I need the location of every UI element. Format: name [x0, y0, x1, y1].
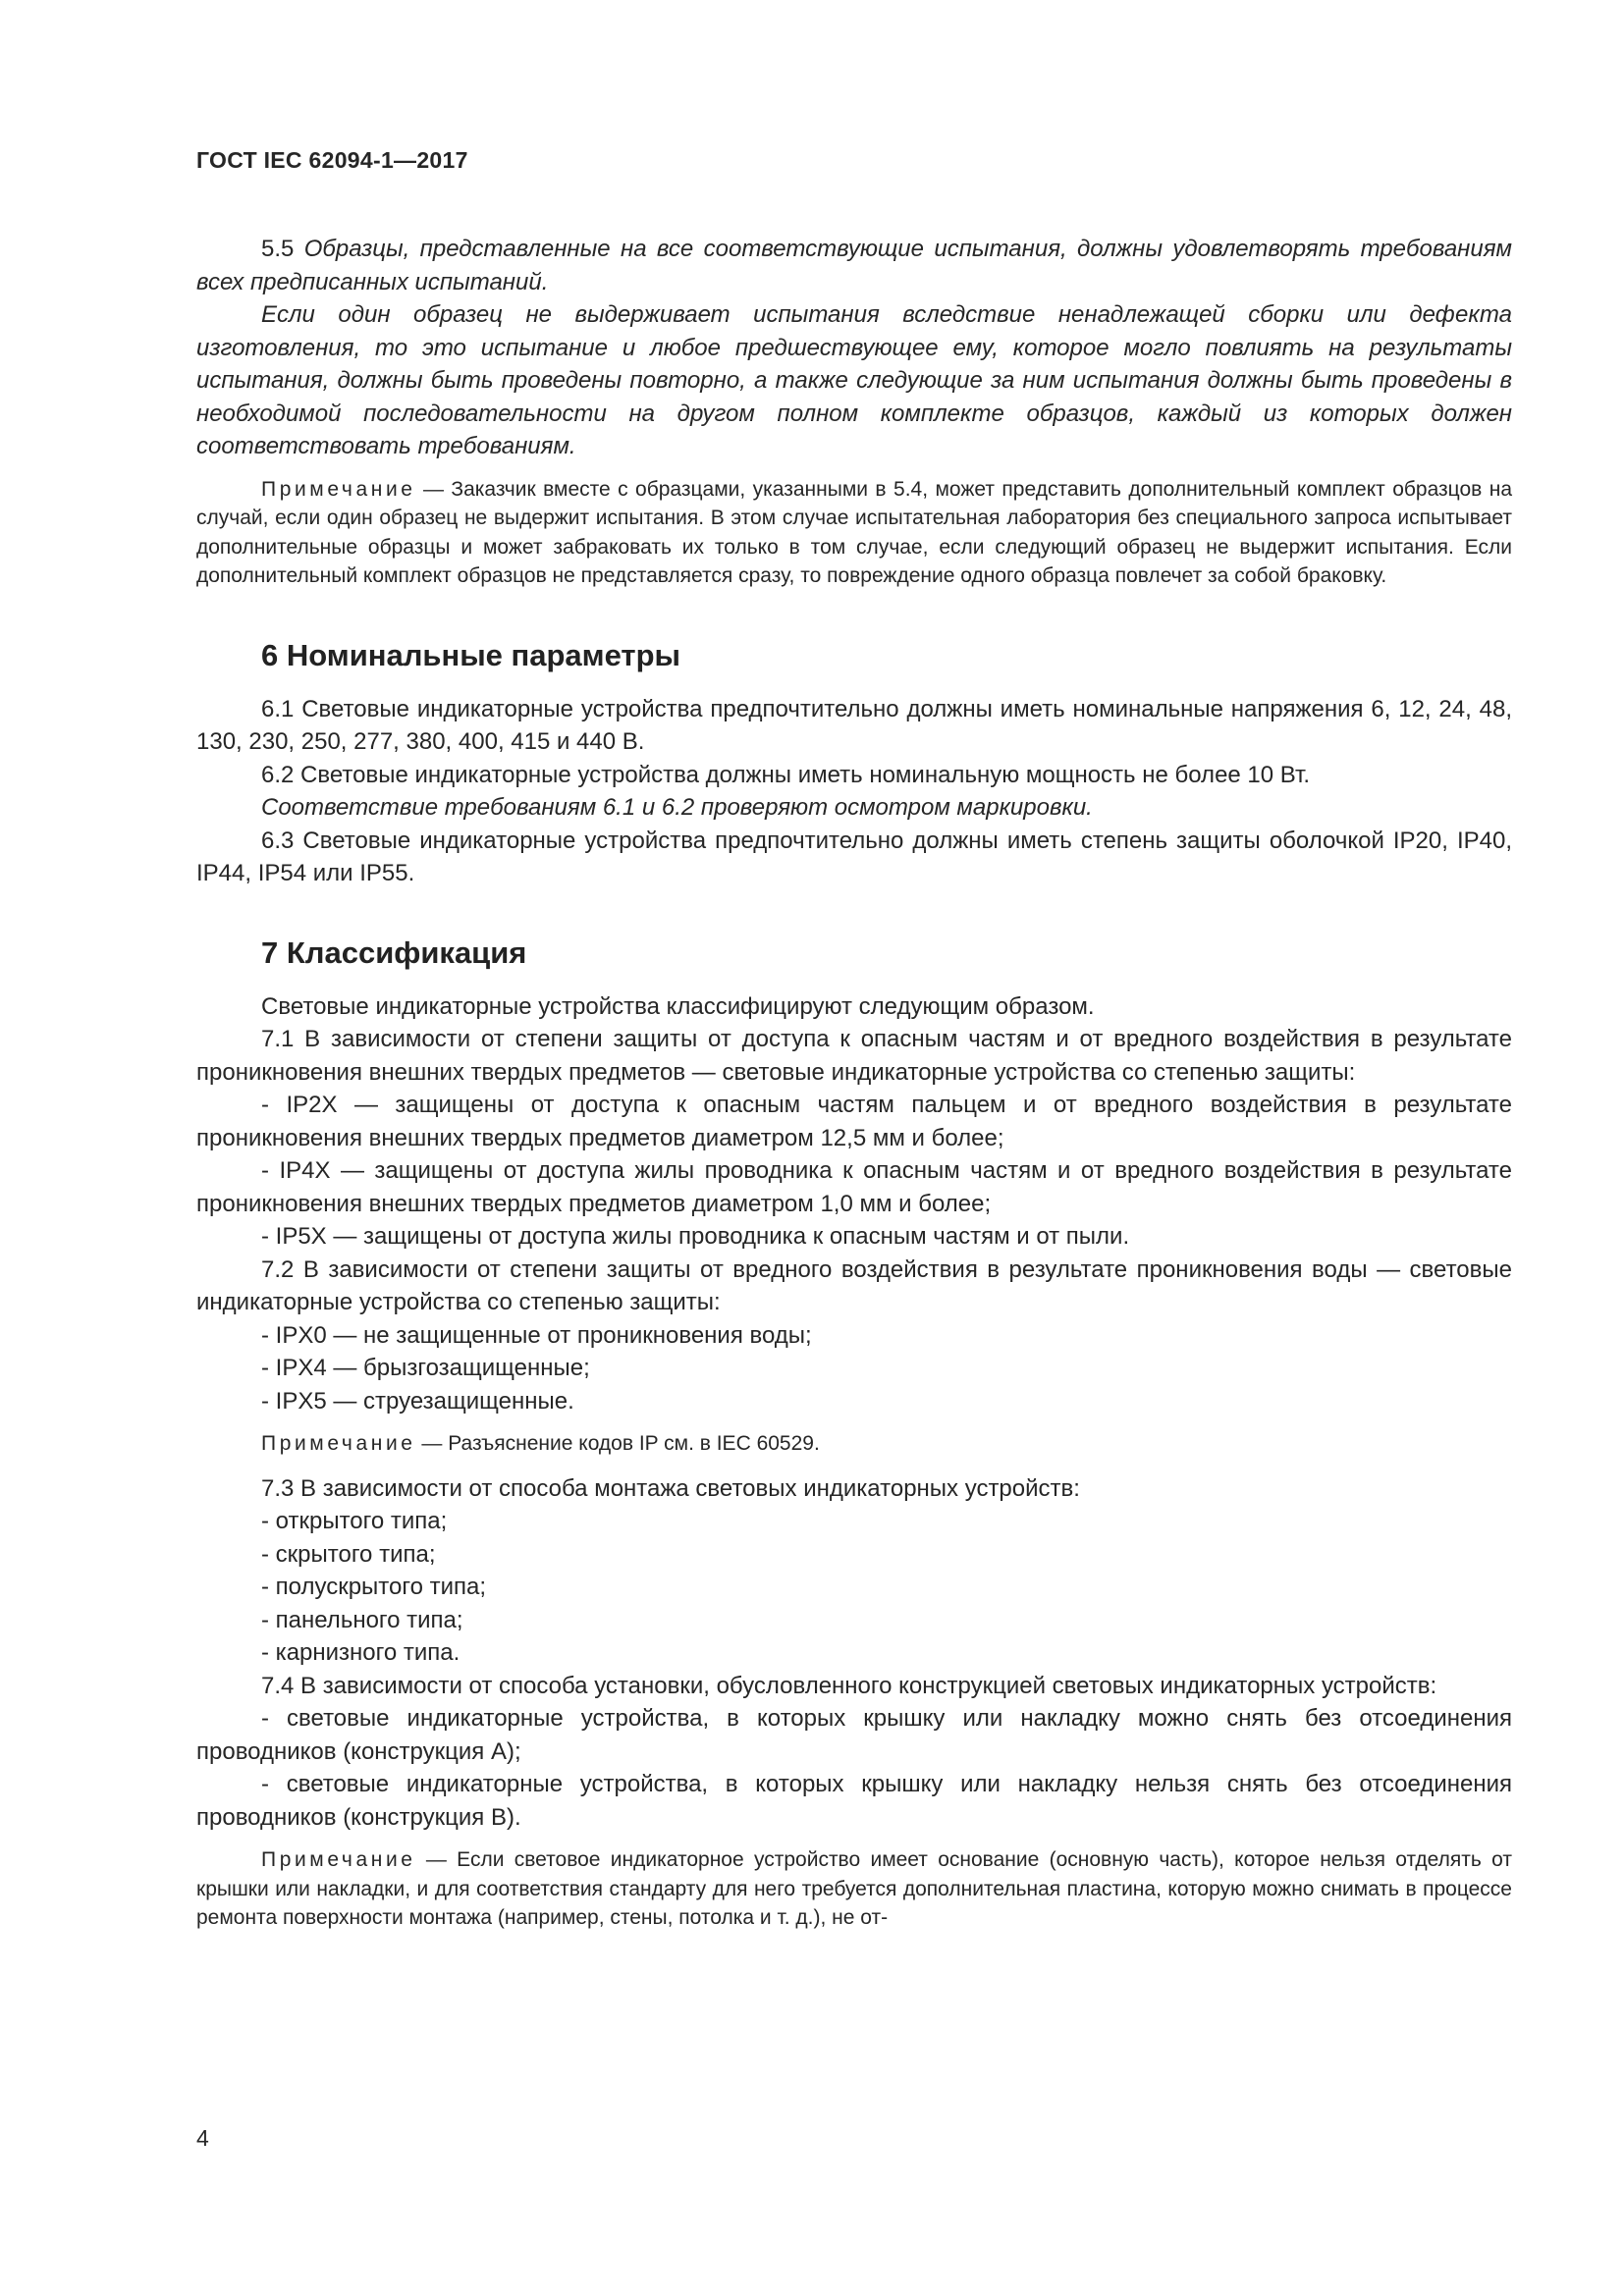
page-number: 4: [196, 2125, 209, 2151]
document-header: ГОСТ IEC 62094-1—2017: [196, 147, 468, 173]
document-page: [196, 147, 1512, 1943]
paragraph-6-2-compliance: Соответствие требованиям 6.1 и 6.2 проверяют осмотром маркировки.: [261, 794, 1093, 821]
list-item: - открытого типа;: [261, 1508, 448, 1534]
paragraph-6-3: 6.3 Световые индикаторные устройства предпочтительно должны иметь степень защиты оболочкой IP20, IP40, IP44, IP54 или IP55.: [196, 827, 1512, 886]
list-item: - IP2X — защищены от доступа к опасным частям пальцем и от вредного воздействия в результате проникновения внешних твердых предметов диаметром 12,5 мм и более;: [196, 1092, 1512, 1151]
paragraph-7-1: 7.1 В зависимости от степени защиты от доступа к опасным частям и от вредного воздействия в результате проникновения внешних твердых предметов — световые индикаторные устройства со степенью защиты:: [196, 1026, 1512, 1086]
list-item: - полускрытого типа;: [261, 1574, 487, 1600]
note-label: Примечание: [261, 477, 416, 501]
list-item: - панельного типа;: [261, 1606, 463, 1633]
note-text: — Если световое индикаторное устройство имеет основание (основную часть), которое нельзя отделять от крышки или накладки, и для соответствия стандарту для него требуется дополнительная пластина, которую можно снимать в процессе ремонта поверхности монтажа (например, стены, потолка и т. д.), не от-: [196, 1848, 1512, 1929]
clause-number: 5.5: [261, 236, 304, 262]
list-item: - IPX4 — брызгозащищенные;: [261, 1355, 590, 1381]
note-1: [196, 475, 1512, 591]
section-7-intro: Световые индикаторные устройства классифицируют следующим образом.: [261, 992, 1095, 1020]
list-item: - IPX0 — не защищенные от проникновения воды;: [261, 1321, 812, 1349]
clause-text: Образцы, представленные на все соответствующие испытания, должны удовлетворять требованиям всех предписанных испытаний.: [196, 236, 1513, 295]
note-text: — Разъяснение кодов IP см. в IEC 60529.: [415, 1432, 820, 1455]
list-item: - карнизного типа.: [261, 1639, 460, 1666]
list-item: - скрытого типа;: [261, 1540, 436, 1568]
paragraph-5-5-continued: Если один образец не выдерживает испытания вследствие ненадлежащей сборки или дефекта изготовления, то это испытание и любое предшествующее ему, которое могло повлиять на результаты испытания, должны быть проведены повторно, а также следующие за ним испытания должны быть проведены в необходимой последовательности на другом полном комплекте образцов, каждый из которых должен соответствовать требованиям.: [196, 301, 1512, 459]
section-7-title: 7 Классификация: [261, 934, 527, 970]
section-6-title: 6 Номинальные параметры: [261, 637, 681, 672]
paragraph-7-4: 7.4 В зависимости от способа установки, обусловленного конструкцией световых индикаторных устройств:: [261, 1672, 1437, 1699]
note-3: [196, 1845, 1512, 1933]
paragraph-6-2: 6.2 Световые индикаторные устройства должны иметь номинальную мощность не более 10 Вт.: [261, 761, 1310, 788]
paragraph-7-3: 7.3 В зависимости от способа монтажа световых индикаторных устройств:: [261, 1474, 1080, 1502]
paragraph-5-5: [196, 233, 1512, 298]
paragraph-7-2: 7.2 В зависимости от степени защиты от вредного воздействия в результате проникновения воды — световые индикаторные устройства со степенью защиты:: [196, 1255, 1512, 1315]
list-item: - световые индикаторные устройства, в которых крышку или накладку нельзя снять без отсоединения проводников (конструкция В).: [196, 1771, 1512, 1831]
list-item: - IP5X — защищены от доступа жилы проводника к опасным частям и от пыли.: [261, 1223, 1130, 1250]
note-label: Примечание: [261, 1848, 416, 1871]
note-2: [196, 1429, 1512, 1459]
paragraph-6-1: 6.1 Световые индикаторные устройства предпочтительно должны иметь номинальные напряжения 6, 12, 24, 48, 130, 230, 250, 277, 380, 400, 415 и 440 В.: [196, 695, 1512, 755]
note-label: Примечание: [261, 1432, 416, 1455]
list-item: - световые индикаторные устройства, в которых крышку или накладку можно снять без отсоединения проводников (конструкция А);: [196, 1705, 1512, 1765]
list-item: - IP4X — защищены от доступа жилы проводника к опасным частям и от вредного воздействия в результате проникновения внешних твердых предметов диаметром 1,0 мм и более;: [196, 1157, 1512, 1217]
list-item: - IPX5 — струезащищенные.: [261, 1387, 574, 1415]
note-text: — Заказчик вместе с образцами, указанными в 5.4, может представить дополнительный комплект образцов на случай, если один образец не выдержит испытания. В этом случае испытательная лаборатория без специального запроса испытывает дополнительные образцы и может забраковать их только в том случае, если следующий образец не выдержит испытания. Если дополнительный комплект образцов не представляется сразу, то повреждение одного образца повлечет за собой браковку.: [196, 477, 1512, 587]
